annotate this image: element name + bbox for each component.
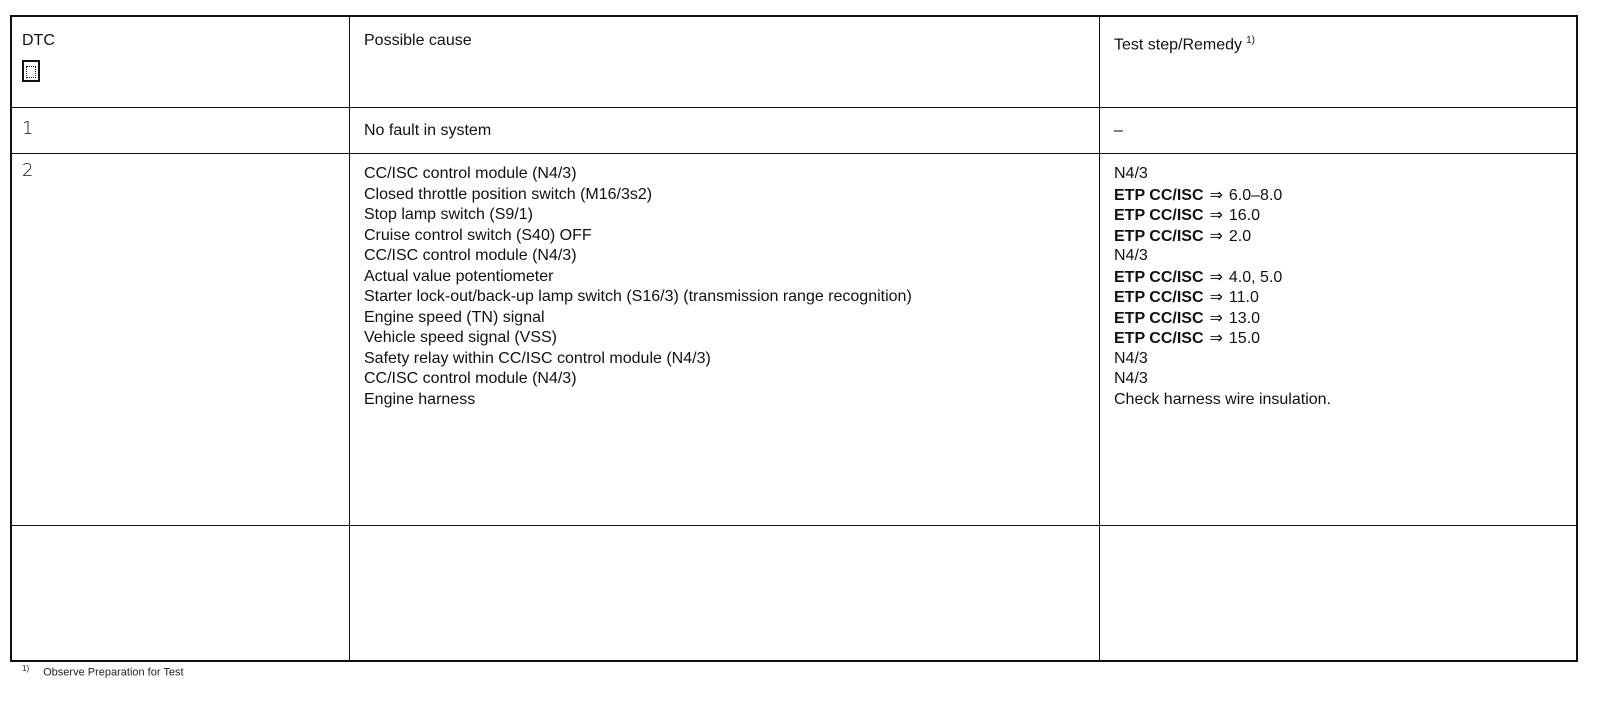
remedy-item: Check harness wire insulation. (1114, 390, 1331, 408)
column-divider (1099, 17, 1100, 660)
remedy-item: ETP CC/ISC ⇒ 2.0 (1114, 225, 1252, 245)
row-2-causes (364, 164, 912, 410)
cause-item: Vehicle speed signal (VSS) (364, 329, 557, 346)
cause-item: Actual value potentiometer (364, 267, 554, 285)
cause-item: Engine speed (TN) signal (364, 308, 545, 326)
footnote (22, 664, 184, 679)
remedy-item: N4/3 (1114, 349, 1148, 367)
header-possible-cause: Possible cause (364, 32, 472, 49)
footnote-text: Observe Preparation for Test (43, 666, 184, 679)
remedy-item: N4/3 (1114, 165, 1148, 182)
row-divider (12, 525, 1576, 526)
header-test-step-remedy: Test step/Remedy $^{1)}$ (1114, 35, 1255, 54)
remedy-item: N4/3 (1114, 370, 1148, 387)
cause-item: CC/ISC control module (N4/3) (364, 165, 577, 182)
cause-item: Closed throttle position switch (M16/3s2) (364, 185, 653, 203)
remedy-item: ETP CC/ISC ⇒ 4.0, 5.0 (1114, 266, 1283, 286)
cause-item: Stop lamp switch (S9/1) (364, 206, 533, 223)
remedy-item: ETP CC/ISC ⇒ 6.0–8.0 (1114, 184, 1283, 204)
cause-item: CC/ISC control module (N4/3) (364, 247, 577, 264)
row-2-remedies (1114, 164, 1331, 410)
readout-display-icon (22, 60, 40, 82)
remedy-item: ETP CC/ISC ⇒ 15.0 (1114, 328, 1261, 347)
remedy-item: ETP CC/ISC ⇒ 13.0 (1114, 307, 1261, 327)
cause-item: Starter lock-out/back-up lamp switch (S16/3) (transmission range recognition) (364, 288, 912, 305)
footnote-marker: 1) (22, 664, 30, 673)
row-2-dtc: 2 (22, 160, 34, 181)
header-dtc: DTC (22, 32, 55, 49)
dtc-table (10, 15, 1578, 662)
cause-item: Engine harness (364, 390, 476, 408)
row-divider (12, 107, 1576, 108)
remedy-item: ETP CC/ISC ⇒ 11.0 (1114, 287, 1259, 306)
cause-item: Cruise control switch (S40) OFF (364, 226, 592, 244)
remedy-item: N4/3 (1114, 247, 1148, 264)
cause-item: CC/ISC control module (N4/3) (364, 370, 577, 387)
row-1-dtc: 1 (22, 118, 34, 139)
row-divider (12, 153, 1576, 154)
remedy-item: ETP CC/ISC ⇒ 16.0 (1114, 205, 1261, 224)
column-divider (349, 17, 350, 660)
row-1-remedy: – (1114, 122, 1123, 139)
row-1-cause: No fault in system (364, 122, 492, 139)
cause-item: Safety relay within CC/ISC control module (N4/3) (364, 349, 711, 367)
